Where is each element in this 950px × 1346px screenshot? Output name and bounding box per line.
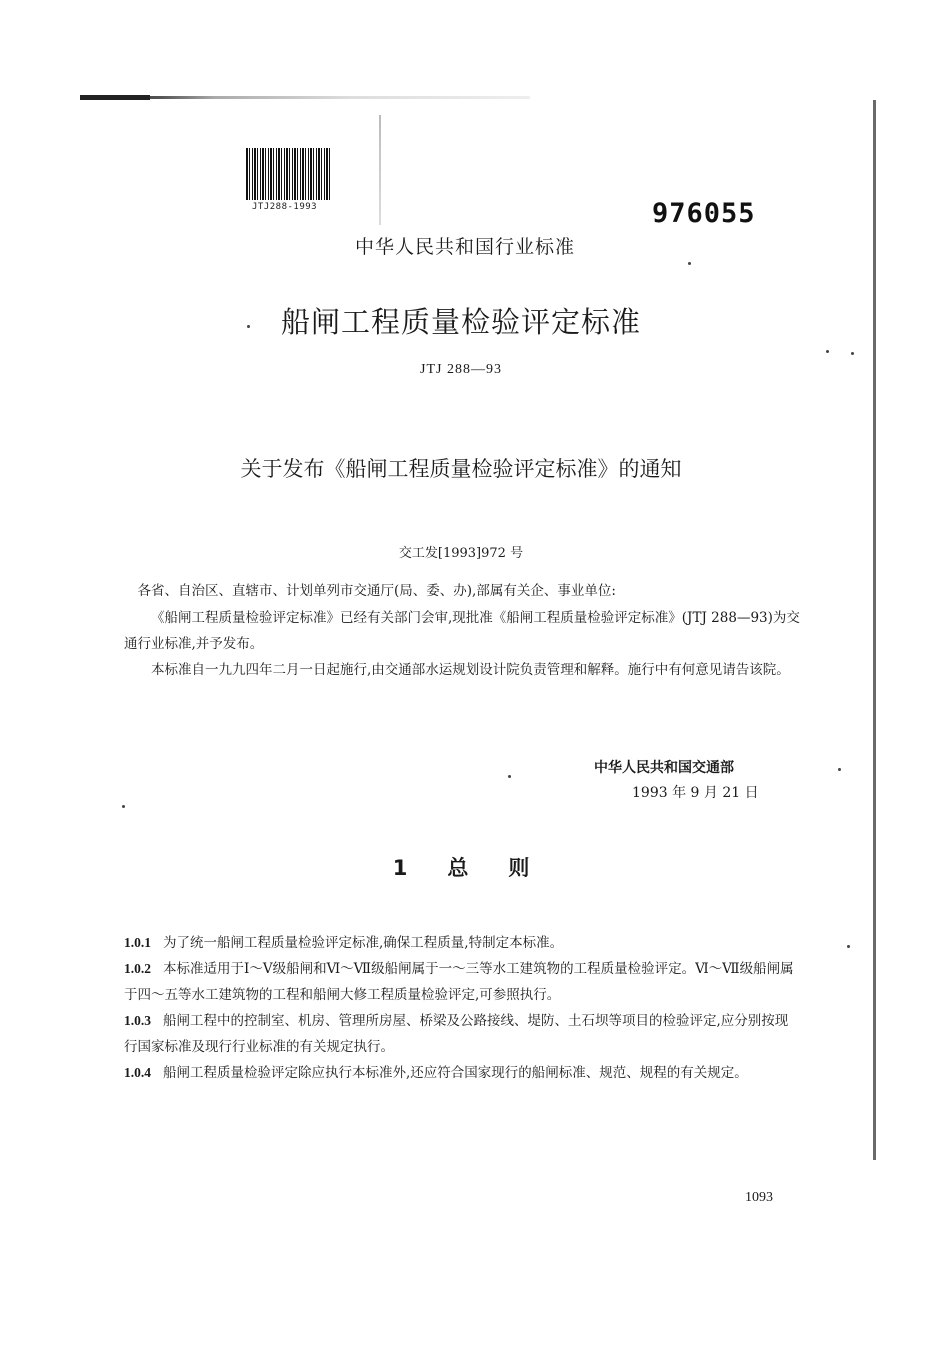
scan-speck <box>122 805 125 808</box>
barcode-caption: JTJ288-1993 <box>252 202 318 212</box>
scan-speck <box>838 768 841 771</box>
barcode <box>244 148 336 218</box>
standard-code: JTJ 288—93 <box>420 362 502 377</box>
scan-speck <box>847 945 850 948</box>
document-title: 船闸工程质量检验评定标准 <box>280 305 641 339</box>
clause-text: 为了统一船闸工程质量检验评定标准,确保工程质量,特制定本标准。 <box>163 935 564 951</box>
scan-speck <box>508 775 511 778</box>
standard-category: 中华人民共和国行业标准 <box>354 236 575 258</box>
clause-number: 1.0.2 <box>124 961 151 976</box>
chapter-heading <box>0 852 922 882</box>
notice-reference: 交工发[1993]972 号 <box>398 546 524 561</box>
clause-item <box>124 956 800 1008</box>
notice-date: 1993 年 9 月 21 日 <box>632 785 759 801</box>
clause-list <box>124 930 800 1086</box>
clause-text: 船闸工程中的控制室、机房、管理所房屋、桥梁及公路接线、堤防、土石坝等项目的检验评定,应分别按现行国家标准及现行行业标准的有关规定执行。 <box>124 1013 789 1055</box>
notice-title: 关于发布《船闸工程质量检验评定标准》的通知 <box>240 457 682 481</box>
clause-item <box>124 1008 800 1060</box>
chapter-number: 1 <box>392 856 408 880</box>
clause-item <box>124 1060 800 1086</box>
page-number: 1093 <box>745 1190 773 1205</box>
scan-speck <box>688 262 691 265</box>
notice-approval-paragraph: 《船闸工程质量检验评定标准》已经有关部门会审,现批准《船闸工程质量检验评定标准》(JTJ 288—93)为交通行业标准,并予发布。 <box>124 610 800 652</box>
clause-number: 1.0.4 <box>124 1065 151 1080</box>
clause-number: 1.0.3 <box>124 1013 151 1028</box>
barcode-bars <box>246 148 332 200</box>
scan-right-edge <box>873 100 876 1160</box>
notice-recipients: 各省、自治区、直辖市、计划单列市交通厅(局、委、办),部属有关企、事业单位: <box>137 583 616 599</box>
document-number: 976055 <box>652 198 756 229</box>
chapter-title-part1: 总 <box>447 856 469 880</box>
chapter-title-part2: 则 <box>508 856 530 880</box>
clause-text: 本标准适用于Ⅰ～Ⅴ级船闸和Ⅵ～Ⅶ级船闸属于一～三等水工建筑物的工程质量检验评定。Ⅵ～Ⅶ级船闸属于四～五等水工建筑物的工程和船闸大修工程质量检验评定,可参照执行。 <box>124 961 794 1003</box>
clause-item <box>124 930 800 956</box>
clause-text: 船闸工程质量检验评定除应执行本标准外,还应符合国家现行的船闸标准、规范、规程的有关规定。 <box>163 1065 748 1081</box>
scan-card-edge <box>379 115 381 225</box>
scan-speck <box>826 350 829 353</box>
notice-issuer: 中华人民共和国交通部 <box>594 760 734 776</box>
scan-speck <box>851 352 854 355</box>
notice-effective-paragraph: 本标准自一九九四年二月一日起施行,由交通部水运规划设计院负责管理和解释。施行中有何意见请告该院。 <box>151 662 790 678</box>
scan-top-rule-mark <box>80 95 150 100</box>
clause-number: 1.0.1 <box>124 935 151 950</box>
